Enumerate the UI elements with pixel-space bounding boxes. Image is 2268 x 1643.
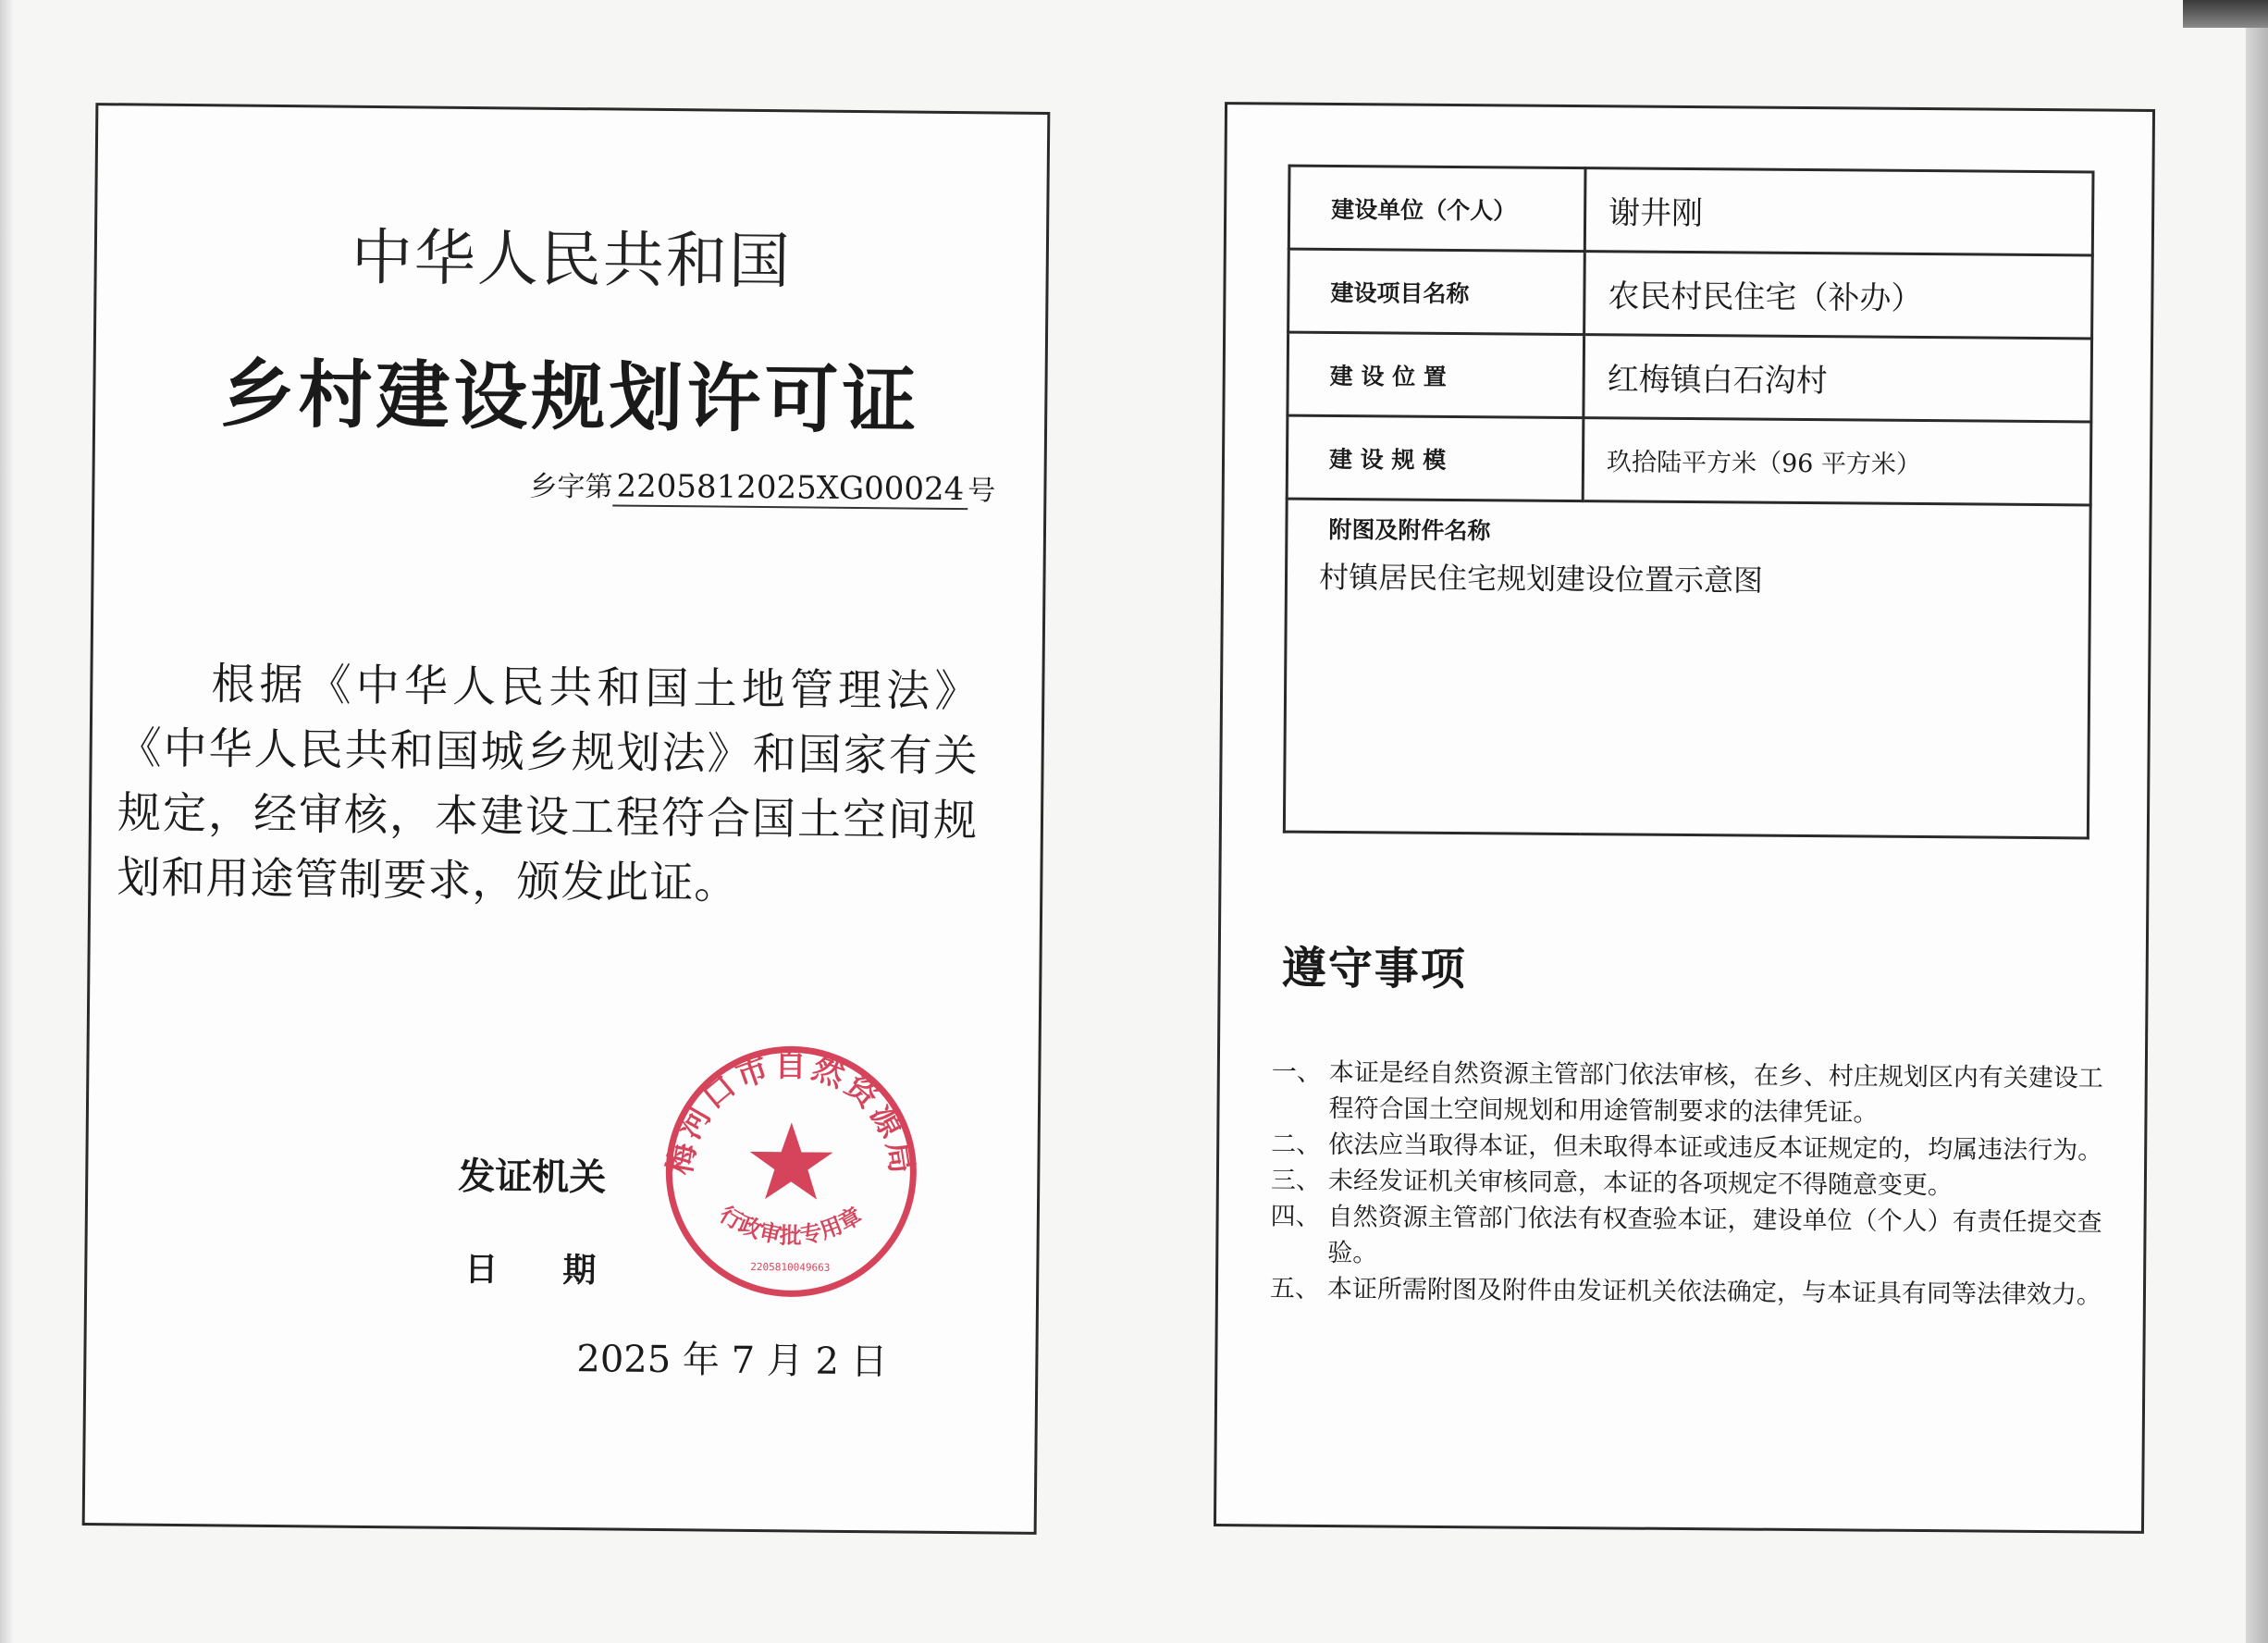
- table-row: [1288, 249, 2093, 339]
- seal-inner-text: 行政审批专用章: [715, 1201, 867, 1249]
- project-name-value: 农民村民住宅（补办）: [1584, 252, 2093, 339]
- official-seal-stamp: [656, 1036, 927, 1307]
- location-value: 红梅镇白石沟村: [1584, 335, 2092, 422]
- table-row: [1288, 332, 2092, 422]
- permit-statement: 根据《中华人民共和国土地管理法》《中华人民共和国城乡规划法》和国家有关规定，经审核，本建设工程符合国土空间规划和用途管制要求，颁发此证。: [117, 659, 980, 909]
- note-number: 四、: [1270, 1202, 1321, 1231]
- compliance-notes-title: 遵守事项: [1281, 942, 1467, 996]
- number-prefix: 乡字第: [529, 470, 613, 504]
- note-number: 一、: [1271, 1057, 1322, 1087]
- scan-top-shadow: [2183, 0, 2268, 28]
- number-suffix: 号: [968, 475, 996, 508]
- list-item: [1270, 1199, 2103, 1278]
- scan-left-edge: [0, 0, 13, 1643]
- table-row: [1287, 415, 2091, 505]
- permit-cover-page: [82, 103, 1051, 1535]
- project-info-table: [1283, 165, 2095, 840]
- note-number: 五、: [1269, 1274, 1321, 1303]
- note-number: 三、: [1270, 1166, 1322, 1195]
- issue-date: 2025 年 7 月 2 日: [576, 1338, 888, 1384]
- seal-outer-text: 梅河口市自然资源局: [661, 1046, 921, 1180]
- note-text: 未经发证机关审核同意，本证的各项规定不得随意变更。: [1327, 1166, 1954, 1201]
- date-label: 日期: [464, 1250, 661, 1291]
- list-item: [1270, 1270, 2102, 1313]
- table-row: [1284, 499, 2090, 838]
- builder-value: 谢井刚: [1584, 168, 2093, 255]
- scale-label: 建 设 规 模: [1287, 415, 1584, 501]
- attachment-value: 村镇居民住宅规划建设位置示意图: [1318, 559, 1764, 599]
- seal-star-icon: [749, 1122, 833, 1200]
- scan-right-edge: [2246, 28, 2268, 1643]
- svg-text:行政审批专用章: [715, 1201, 867, 1249]
- note-text: 本证是经自然资源主管部门依法审核，在乡、村庄规划区内有关建设工程符合国土空间规划和用途管制要求的法律凭证。: [1328, 1057, 2103, 1128]
- note-text: 本证所需附图及附件由发证机关依法确定，与本证具有同等法律效力。: [1326, 1274, 2102, 1310]
- compliance-notes-list: [1270, 1055, 2104, 1314]
- note-number: 二、: [1271, 1130, 1322, 1159]
- permit-number: 2205812025XG00024: [612, 467, 968, 510]
- project-name-label: 建设项目名称: [1288, 249, 1585, 335]
- note-text: 依法应当取得本证，但未取得本证或违反本证规定的，均属违法行为。: [1328, 1130, 2103, 1166]
- permit-details-page: [1214, 102, 2155, 1534]
- attachment-label: 附图及附件名称: [1328, 515, 1491, 545]
- issuing-authority-label: 发证机关: [458, 1155, 607, 1200]
- seal-serial: 2205810049663: [750, 1260, 831, 1274]
- location-label: 建 设 位 置: [1288, 332, 1584, 418]
- country-name: 中华人民共和国: [351, 221, 793, 298]
- table-row: [1288, 166, 2093, 255]
- permit-number-line: [529, 463, 995, 511]
- attachment-cell: [1284, 499, 2090, 838]
- permit-title: 乡村建设规划许可证: [219, 351, 920, 444]
- scale-value: 玖拾陆平方米（96 平方米）: [1583, 418, 2091, 505]
- list-item: [1271, 1055, 2104, 1133]
- note-text: 自然资源主管部门依法有权查验本证，建设单位（个人）有责任提交查验。: [1327, 1202, 2102, 1268]
- builder-label: 建设单位（个人）: [1288, 166, 1585, 252]
